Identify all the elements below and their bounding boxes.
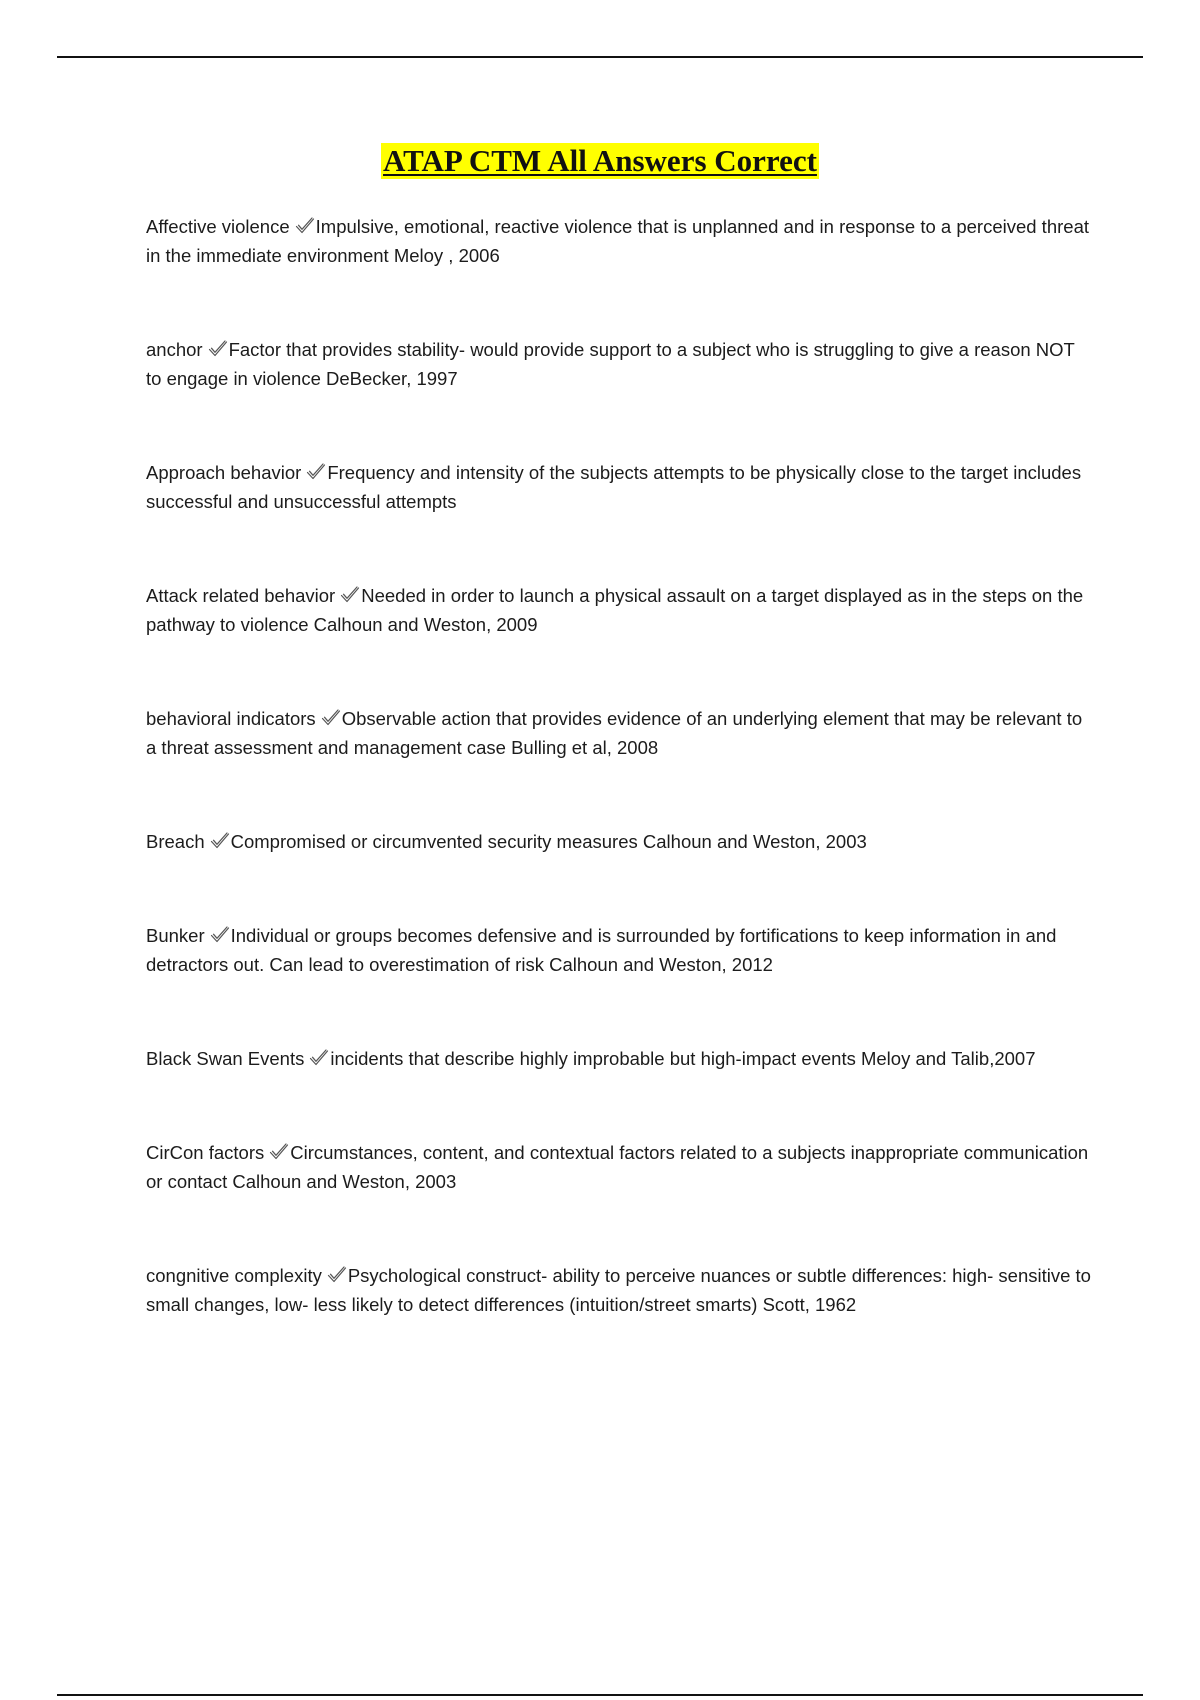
entry-definition: Observable action that provides evidence of an underlying element that may be relevant to a threat assessment and management case Bulling et al, 2008 [146, 708, 1083, 758]
document-title: ATAP CTM All Answers Correct [383, 143, 817, 178]
check-mark-icon [309, 1049, 329, 1067]
glossary-entry [146, 1261, 1091, 1319]
entry-definition: Individual or groups becomes defensive and is surrounded by fortifications to keep information in and detractors out. Can lead to overestimation of risk Calhoun and Weston, 2012 [146, 925, 1057, 975]
check-mark-icon [210, 926, 230, 944]
glossary-entry [146, 704, 1091, 762]
check-mark-icon [269, 1143, 289, 1161]
entry-definition: Impulsive, emotional, reactive violence that is unplanned and in response to a perceived threat in the immediate environment Meloy , 2006 [146, 216, 1089, 266]
check-mark-icon [327, 1266, 347, 1284]
entry-definition: Psychological construct- ability to perceive nuances or subtle differences: high- sensitive to small changes, low- less likely to detect differences (intuition/street smarts) Scott, 1962 [146, 1265, 1091, 1315]
check-mark-icon [321, 709, 341, 727]
glossary-entry [146, 212, 1091, 270]
entry-definition: Circumstances, content, and contextual factors related to a subjects inappropriate communication or contact Calhoun and Weston, 2003 [146, 1142, 1089, 1192]
check-mark-icon [340, 586, 360, 604]
title-container [0, 143, 1200, 179]
glossary-entry [146, 335, 1091, 393]
check-mark-icon [306, 463, 326, 481]
entry-term: Approach behavior [146, 462, 302, 483]
header-rule [57, 56, 1143, 58]
entry-definition: Frequency and intensity of the subjects attempts to be physically close to the target includes successful and unsuccessful attempts [146, 462, 1082, 512]
glossary-entry [146, 921, 1091, 979]
entry-definition: Factor that provides stability- would provide support to a subject who is struggling to give a reason NOT to engage in violence DeBecker, 1997 [146, 339, 1075, 389]
check-mark-icon [208, 340, 228, 358]
glossary-entry [146, 827, 1091, 856]
entry-term: congnitive complexity [146, 1265, 322, 1286]
entry-term: Bunker [146, 925, 205, 946]
entry-term: Breach [146, 831, 205, 852]
check-mark-icon [295, 217, 315, 235]
entry-term: anchor [146, 339, 203, 360]
glossary-entry [146, 1138, 1091, 1196]
check-mark-icon [210, 832, 230, 850]
glossary-entry [146, 581, 1091, 639]
glossary-entry [146, 458, 1091, 516]
entry-definition: incidents that describe highly improbable but high-impact events Meloy and Talib,2007 [330, 1048, 1036, 1069]
entry-term: Attack related behavior [146, 585, 336, 606]
glossary-entry [146, 1044, 1091, 1073]
entry-term: Black Swan Events [146, 1048, 305, 1069]
glossary-list [146, 212, 1091, 1384]
entry-term: CirCon factors [146, 1142, 265, 1163]
entry-definition: Needed in order to launch a physical assault on a target displayed as in the steps on the pathway to violence Calhoun and Weston, 2009 [146, 585, 1084, 635]
footer-rule [57, 1694, 1143, 1696]
entry-term: behavioral indicators [146, 708, 316, 729]
entry-term: Affective violence [146, 216, 290, 237]
entry-definition: Compromised or circumvented security measures Calhoun and Weston, 2003 [230, 831, 867, 852]
